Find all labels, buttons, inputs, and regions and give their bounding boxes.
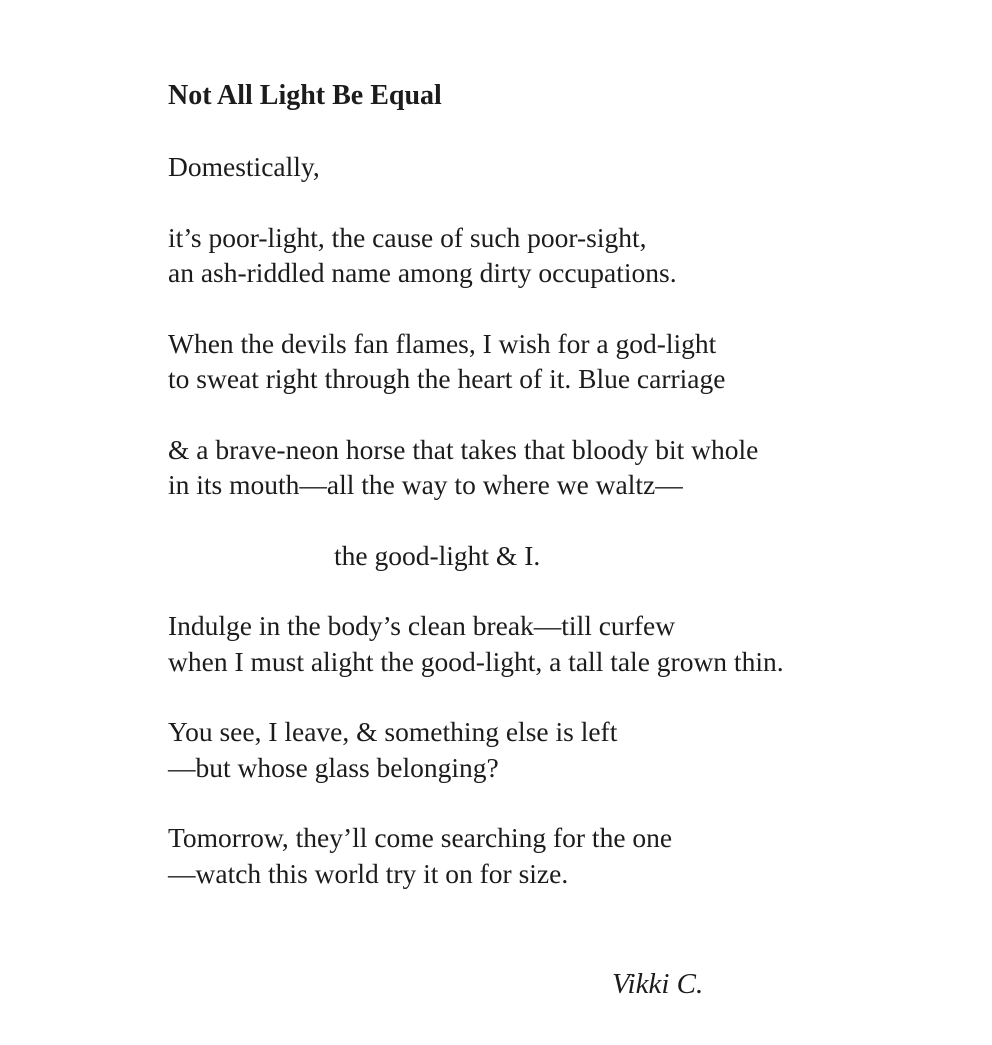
poem-line-indented: the good-light & I. xyxy=(334,539,541,571)
stanza xyxy=(168,149,784,185)
stanza xyxy=(168,608,784,679)
poem-line: when I must alight the good-light, a tall tale grown thin. xyxy=(168,645,784,677)
stanza xyxy=(168,220,784,291)
poem-line: & a brave-neon horse that takes that bloody bit whole xyxy=(168,433,759,465)
stanza xyxy=(168,538,784,574)
poem-title: Not All Light Be Equal xyxy=(168,80,442,111)
author-signature: Vikki C. xyxy=(612,968,704,1000)
stanza xyxy=(168,432,784,503)
poem-line: in its mouth—all the way to where we waltz— xyxy=(168,469,683,500)
poem-line: to sweat right through the heart of it. Blue carriage xyxy=(168,363,726,394)
poem-body xyxy=(168,149,784,926)
poem-line: —but whose glass belonging? xyxy=(168,751,499,783)
poem-line: it’s poor-light, the cause of such poor-sight, xyxy=(168,221,647,253)
poem-line: an ash-riddled name among dirty occupations. xyxy=(168,257,677,288)
stanza xyxy=(168,326,784,397)
poem-line: When the devils fan flames, I wish for a god-light xyxy=(168,327,717,359)
stanza xyxy=(168,714,784,785)
poem-line: You see, I leave, & something else is left xyxy=(168,716,618,747)
poem-line: Tomorrow, they’ll come searching for the one xyxy=(168,822,673,853)
stanza xyxy=(168,820,784,891)
poem-line: —watch this world try it on for size. xyxy=(168,857,569,889)
poem-line: Indulge in the body’s clean break—till curfew xyxy=(168,610,676,641)
poem-line: Domestically, xyxy=(168,151,320,182)
